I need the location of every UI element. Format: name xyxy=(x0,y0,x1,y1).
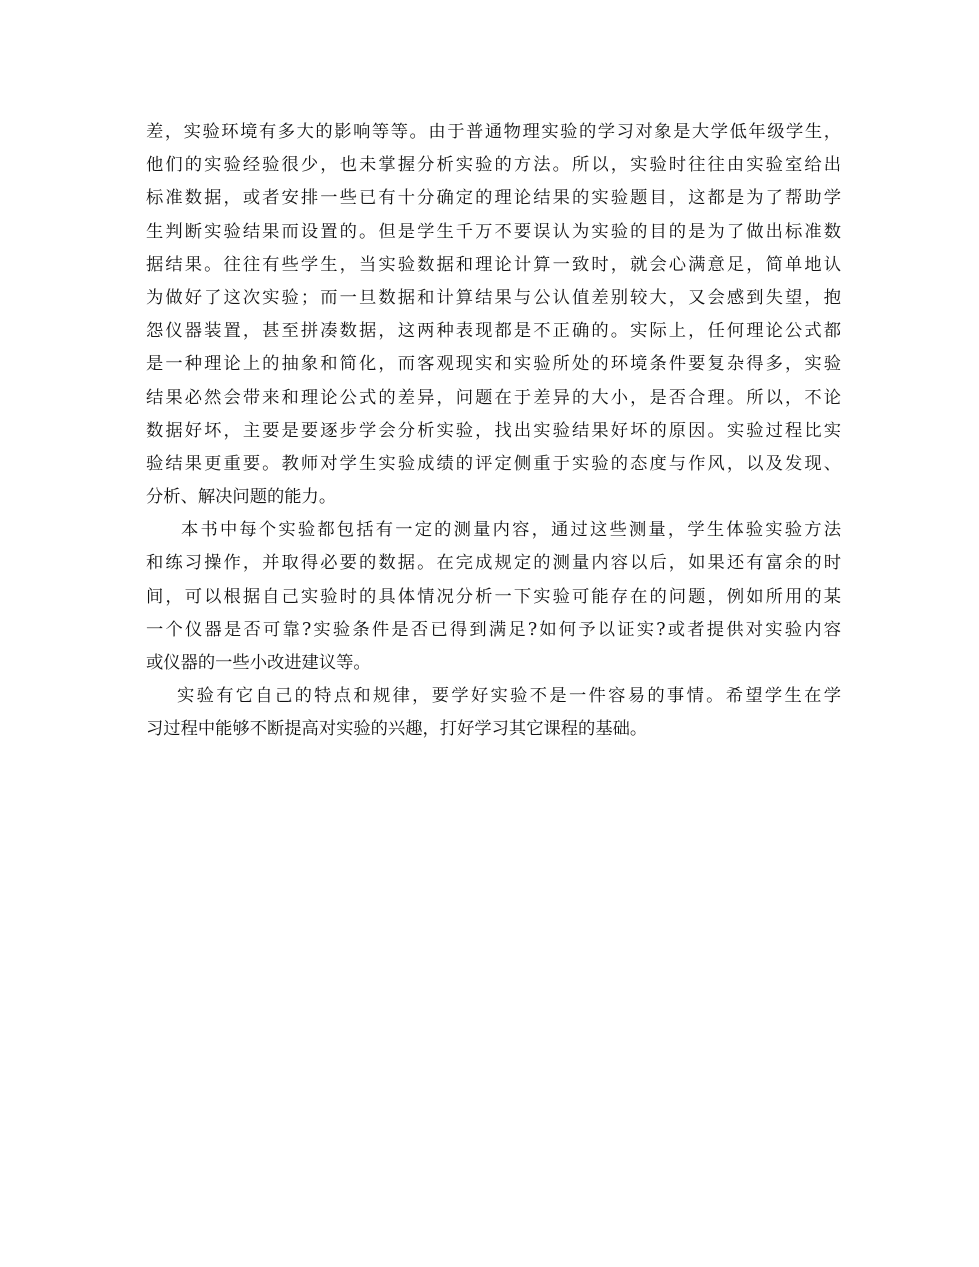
paragraph-1 xyxy=(146,116,841,514)
body-text xyxy=(146,116,841,747)
text-line: 据结果。往往有些学生，当实验数据和理论计算一致时，就会心满意足，简单地认 xyxy=(146,254,841,275)
text-line: 为做好了这次实验；而一旦数据和计算结果与公认值差别较大，又会感到失望，抱 xyxy=(146,287,841,308)
text-line: 结果必然会带来和理论公式的差异，问题在于差异的大小，是否合理。所以，不论 xyxy=(146,387,841,408)
text-line: 和练习操作，并取得必要的数据。在完成规定的测量内容以后，如果还有富余的时 xyxy=(146,553,841,574)
text-line: 一个仪器是否可靠?实验条件是否已得到满足?如何予以证实?或者提供对实验内容 xyxy=(146,619,841,640)
text-line: 习过程中能够不断提高对实验的兴趣，打好学习其它课程的基础。 xyxy=(146,719,648,740)
text-line: 本书中每个实验都包括有一定的测量内容，通过这些测量，学生体验实验方法 xyxy=(181,520,841,541)
text-line: 怨仪器装置，甚至拼凑数据，这两种表现都是不正确的。实际上，任何理论公式都 xyxy=(146,321,841,342)
paragraph-3 xyxy=(146,680,841,746)
paragraph-2 xyxy=(146,514,841,680)
text-line: 差，实验环境有多大的影响等等。由于普通物理实验的学习对象是大学低年级学生， xyxy=(146,122,841,142)
text-line: 实验有它自己的特点和规律，要学好实验不是一件容易的事情。希望学生在学 xyxy=(177,686,841,707)
text-line: 间，可以根据自己实验时的具体情况分析一下实验可能存在的问题，例如所用的某 xyxy=(146,586,841,607)
text-line: 是一种理论上的抽象和简化，而客观现实和实验所处的环境条件要复杂得多，实验 xyxy=(146,354,841,375)
text-line: 验结果更重要。教师对学生实验成绩的评定侧重于实验的态度与作风，以及发现、 xyxy=(146,453,841,474)
text-line: 数据好坏，主要是要逐步学会分析实验，找出实验结果好坏的原因。实验过程比实 xyxy=(146,420,841,441)
text-line: 或仪器的一些小改进建议等。 xyxy=(146,653,371,673)
text-line: 标准数据，或者安排一些已有十分确定的理论结果的实验题目，这都是为了帮助学 xyxy=(146,188,841,209)
text-line: 分析、解决问题的能力。 xyxy=(146,487,337,508)
text-line: 他们的实验经验很少，也未掌握分析实验的方法。所以，实验时往往由实验室给出 xyxy=(146,155,841,176)
text-line: 生判断实验结果而设置的。但是学生千万不要误认为实验的目的是为了做出标准数 xyxy=(146,221,841,242)
